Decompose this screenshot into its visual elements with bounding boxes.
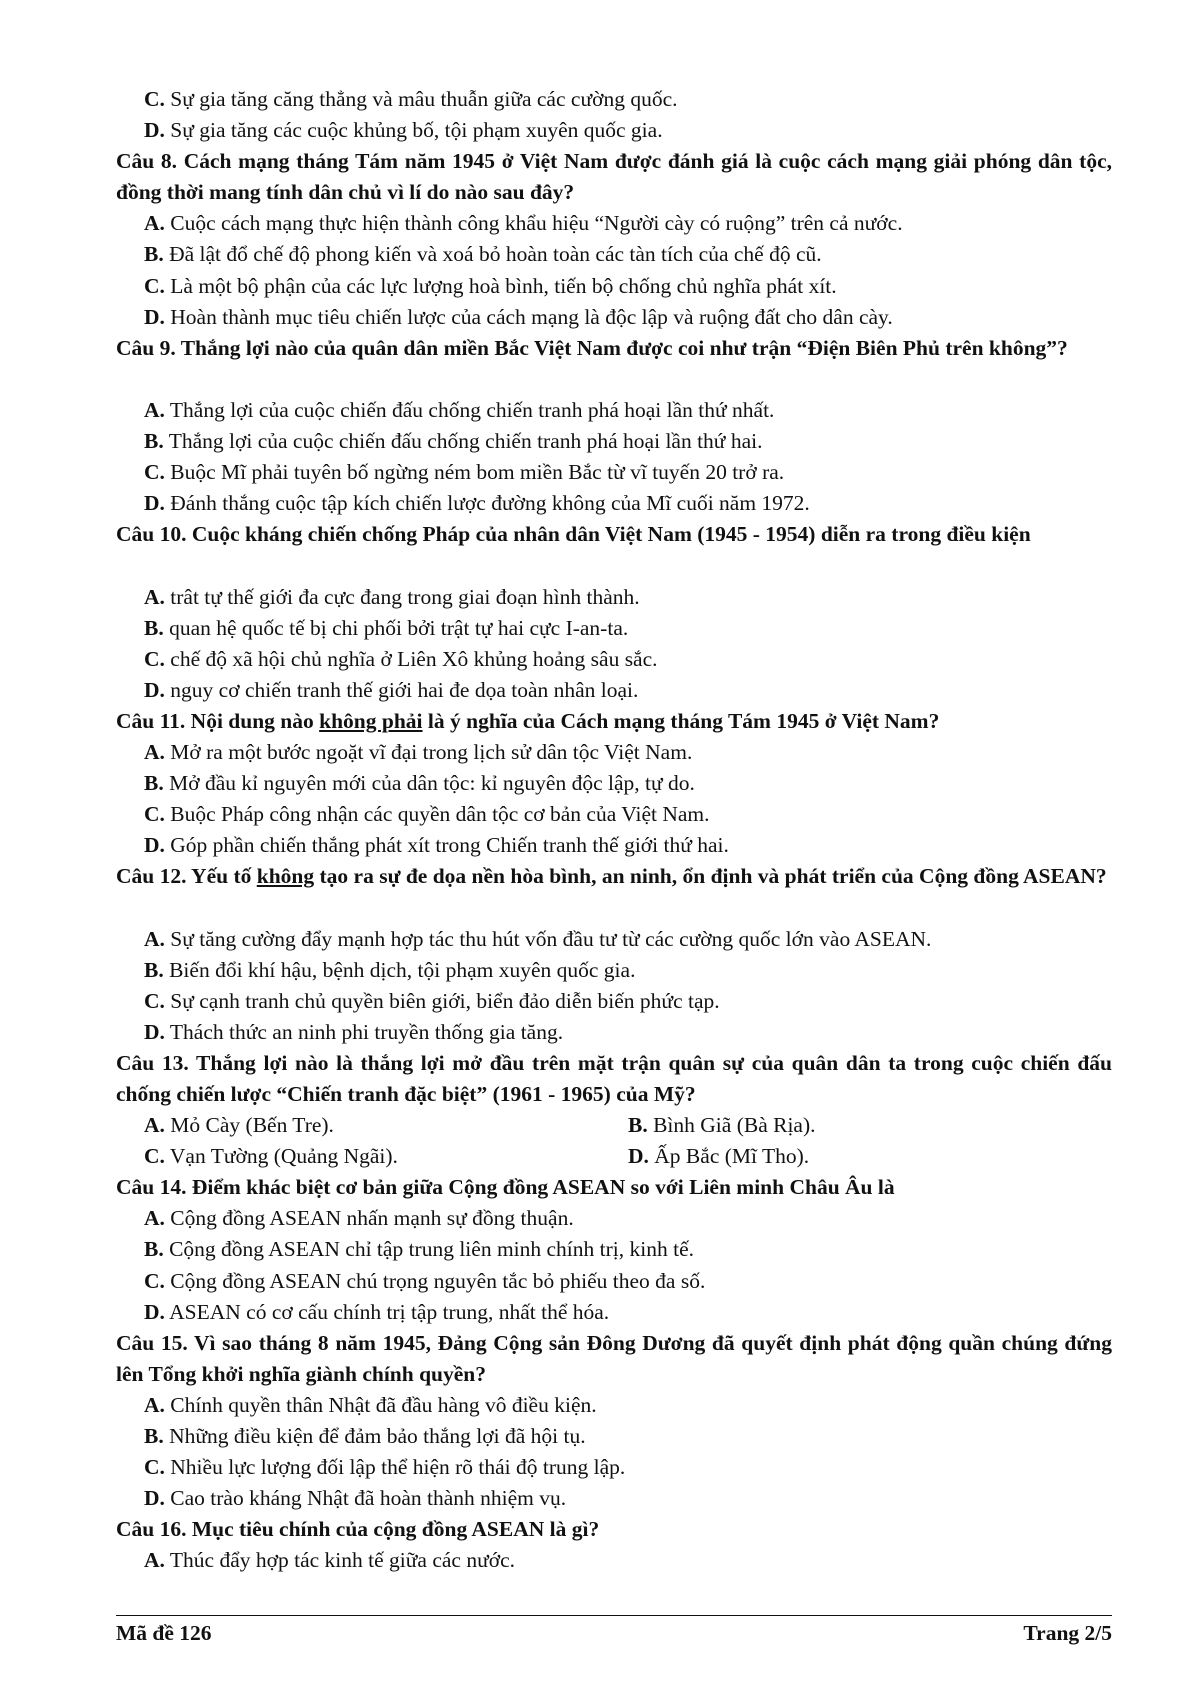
q10-option-b (116, 613, 1112, 644)
option-label: C. (144, 1268, 165, 1293)
q13-option-d (628, 1141, 1112, 1172)
q15-option-a (116, 1390, 1112, 1421)
option-text: Sự cạnh tranh chủ quyền biên giới, biển đảo diễn biến phức tạp. (170, 988, 720, 1013)
option-text: Mở đầu kỉ nguyên mới của dân tộc: kỉ nguyên độc lập, tự do. (169, 771, 695, 796)
q10-option-c (116, 644, 1112, 675)
option-label: C. (144, 802, 165, 827)
option-label: A. (144, 1206, 165, 1231)
option-label: D. (144, 118, 165, 143)
option-text: chế độ xã hội chủ nghĩa ở Liên Xô khủng hoảng sâu sắc. (170, 646, 658, 671)
q14-option-a (116, 1203, 1112, 1234)
option-text: Là một bộ phận của các lực lượng hoà bình, tiến bộ chống chủ nghĩa phát xít. (170, 273, 837, 298)
q14-option-b (116, 1234, 1112, 1265)
option-label: C. (144, 1455, 165, 1480)
q12-option-d (116, 1017, 1112, 1048)
q13-options-row-1 (116, 1110, 1112, 1141)
q7-option-c (116, 84, 1112, 115)
q10-option-d (116, 675, 1112, 706)
option-label: C. (144, 273, 165, 298)
q9-option-b (116, 426, 1112, 457)
option-label: C. (144, 646, 165, 671)
q9-option-d (116, 488, 1112, 519)
q11-option-a (116, 737, 1112, 768)
option-label: D. (144, 1486, 165, 1511)
page-number: Trang 2/5 (1023, 1621, 1112, 1645)
question-text-end: tạo ra sự đe dọa nền hòa bình, an ninh, ổn định và phát triển của Cộng đồng ASEAN? (314, 864, 1107, 889)
q10-option-a (116, 582, 1112, 613)
option-text: Sự gia tăng các cuộc khủng bố, tội phạm xuyên quốc gia. (170, 118, 663, 143)
option-label: A. (144, 584, 165, 609)
q14-option-c (116, 1266, 1112, 1297)
option-label: D. (144, 1299, 165, 1324)
option-text: Buộc Pháp công nhận các quyền dân tộc cơ bản của Việt Nam. (170, 802, 710, 827)
q8-option-d (116, 302, 1112, 333)
option-text: Cộng đồng ASEAN chỉ tập trung liên minh chính trị, kinh tế. (169, 1237, 695, 1262)
option-label: B. (144, 615, 164, 640)
option-text: ASEAN có cơ cấu chính trị tập trung, nhất thể hóa. (169, 1299, 610, 1324)
q15-option-b (116, 1421, 1112, 1452)
option-label: B. (144, 771, 164, 796)
option-text: Cộng đồng ASEAN chú trọng nguyên tắc bỏ phiếu theo đa số. (170, 1268, 706, 1293)
option-label: B. (144, 1237, 164, 1262)
option-label: D. (144, 304, 165, 329)
question-16: Câu 16. Mục tiêu chính của cộng đồng ASEAN là gì? (116, 1517, 600, 1542)
option-label: D. (144, 833, 165, 858)
option-label: D. (628, 1144, 649, 1169)
q8-option-c (116, 271, 1112, 302)
option-text: Đã lật đổ chế độ phong kiến và xoá bỏ hoàn toàn các tàn tích của chế độ cũ. (169, 242, 822, 267)
q14-option-d (116, 1297, 1112, 1328)
question-12 (116, 861, 1112, 923)
option-label: C. (144, 87, 165, 111)
q11-option-d (116, 830, 1112, 861)
question-text-start: Câu 12. Yếu tố (116, 864, 257, 889)
q11-option-c (116, 799, 1112, 830)
option-text: Thúc đẩy hợp tác kinh tế giữa các nước. (169, 1548, 516, 1573)
exam-content (116, 84, 1112, 1577)
option-text: Góp phần chiến thắng phát xít trong Chiến tranh thế giới thứ hai. (170, 833, 729, 858)
option-text: trât tự thế giới đa cực đang trong giai đoạn hình thành. (170, 584, 640, 609)
option-text: Mở ra một bước ngoặt vĩ đại trong lịch sử dân tộc Việt Nam. (170, 739, 693, 764)
question-11 (116, 706, 1112, 737)
option-text: Thách thức an ninh phi truyền thống gia tăng. (169, 1019, 564, 1044)
q8-option-b (116, 239, 1112, 270)
question-10: Câu 10. Cuộc kháng chiến chống Pháp của nhân dân Việt Nam (1945 - 1954) diễn ra trong điều kiện (116, 522, 1031, 547)
footer-divider (116, 1615, 1112, 1616)
q11-option-b (116, 768, 1112, 799)
option-label: C. (144, 1144, 165, 1169)
option-text: Những điều kiện để đảm bảo thắng lợi đã hội tụ. (169, 1424, 586, 1449)
option-text: Sự gia tăng căng thẳng và mâu thuẫn giữa các cường quốc. (170, 87, 678, 111)
question-emphasis: không phải (319, 708, 423, 733)
q13-option-c (144, 1141, 628, 1172)
option-text: Mỏ Cày (Bến Tre). (170, 1113, 334, 1138)
q12-option-c (116, 986, 1112, 1017)
q13-option-a (144, 1110, 628, 1141)
question-emphasis: không (256, 864, 315, 889)
question-text-end: là ý nghĩa của Cách mạng tháng Tám 1945 ở Việt Nam? (422, 708, 940, 733)
option-text: quan hệ quốc tế bị chi phối bởi trật tự hai cực I-an-ta. (169, 615, 629, 640)
q9-option-a (116, 395, 1112, 426)
option-text: Sự tăng cường đẩy mạnh hợp tác thu hút vốn đầu tư từ các cường quốc lớn vào ASEAN. (170, 926, 932, 951)
q9-option-c (116, 457, 1112, 488)
q8-option-a (116, 208, 1112, 239)
option-label: A. (144, 1113, 165, 1138)
option-text: Cộng đồng ASEAN nhấn mạnh sự đồng thuận. (170, 1206, 574, 1231)
option-text: Nhiều lực lượng đối lập thể hiện rõ thái độ trung lập. (170, 1455, 626, 1480)
option-text: Hoàn thành mục tiêu chiến lược của cách mạng là độc lập và ruộng đất cho dân cày. (170, 304, 893, 329)
option-text: Đánh thắng cuộc tập kích chiến lược đường không của Mĩ cuối năm 1972. (170, 491, 810, 516)
question-9: Câu 9. Thắng lợi nào của quân dân miền Bắc Việt Nam được coi như trận “Điện Biên Phủ trên không”? (116, 335, 1068, 360)
option-text: Thắng lợi của cuộc chiến đấu chống chiến tranh phá hoại lần thứ hai. (168, 429, 763, 454)
option-label: D. (144, 677, 165, 702)
option-label: D. (144, 1019, 165, 1044)
q12-option-a (116, 924, 1112, 955)
q12-option-b (116, 955, 1112, 986)
q13-option-b (628, 1110, 1112, 1141)
option-label: A. (144, 926, 165, 951)
option-text: Vạn Tường (Quảng Ngãi). (169, 1144, 398, 1169)
option-label: B. (144, 242, 164, 267)
option-label: C. (144, 460, 165, 485)
q15-option-c (116, 1452, 1112, 1483)
question-13: Câu 13. Thắng lợi nào là thắng lợi mở đầu trên mặt trận quân sự của quân dân ta trong cuộc chiến đấu chống chiến lược “Chiến tranh đặc biệt” (1961 - 1965) của Mỹ? (116, 1050, 1112, 1106)
option-label: B. (144, 1424, 164, 1449)
option-text: Ấp Bắc (Mĩ Tho). (654, 1144, 810, 1169)
option-text: Cao trào kháng Nhật đã hoàn thành nhiệm vụ. (170, 1486, 567, 1511)
option-label: A. (144, 211, 165, 236)
option-label: B. (628, 1113, 648, 1138)
option-text: Buộc Mĩ phải tuyên bố ngừng ném bom miền Bắc từ vĩ tuyến 20 trở ra. (170, 460, 785, 485)
page-footer (116, 1618, 1112, 1648)
option-label: A. (144, 739, 165, 764)
option-label: B. (144, 429, 164, 454)
option-text: Cuộc cách mạng thực hiện thành công khẩu hiệu “Người cày có ruộng” trên cả nước. (170, 211, 903, 236)
question-15: Câu 15. Vì sao tháng 8 năm 1945, Đảng Cộng sản Đông Dương đã quyết định phát động quần chúng đứng lên Tổng khởi nghĩa giành chính quyền? (116, 1330, 1112, 1386)
question-8: Câu 8. Cách mạng tháng Tám năm 1945 ở Việt Nam được đánh giá là cuộc cách mạng giải phóng dân tộc, đồng thời mang tính dân chủ vì lí do nào sau đây? (116, 149, 1112, 205)
question-14: Câu 14. Điểm khác biệt cơ bản giữa Cộng đồng ASEAN so với Liên minh Châu Âu là (116, 1175, 895, 1200)
option-text: Bình Giã (Bà Rịa). (653, 1113, 816, 1138)
option-label: A. (144, 397, 165, 422)
option-label: A. (144, 1392, 165, 1417)
option-label: A. (144, 1548, 165, 1573)
q7-option-d (116, 115, 1112, 146)
option-text: Chính quyền thân Nhật đã đầu hàng vô điều kiện. (170, 1392, 597, 1417)
q16-option-a (116, 1545, 1112, 1576)
option-text: nguy cơ chiến tranh thế giới hai đe dọa toàn nhân loại. (170, 677, 639, 702)
option-label: D. (144, 491, 165, 516)
option-text: Thắng lợi của cuộc chiến đấu chống chiến tranh phá hoại lần thứ nhất. (169, 397, 775, 422)
exam-code: Mã đề 126 (116, 1621, 212, 1645)
q15-option-d (116, 1483, 1112, 1514)
q13-options-row-2 (116, 1141, 1112, 1172)
option-label: C. (144, 988, 165, 1013)
option-label: B. (144, 957, 164, 982)
question-text-start: Câu 11. Nội dung nào (116, 708, 320, 733)
option-text: Biến đổi khí hậu, bệnh dịch, tội phạm xuyên quốc gia. (169, 957, 636, 982)
